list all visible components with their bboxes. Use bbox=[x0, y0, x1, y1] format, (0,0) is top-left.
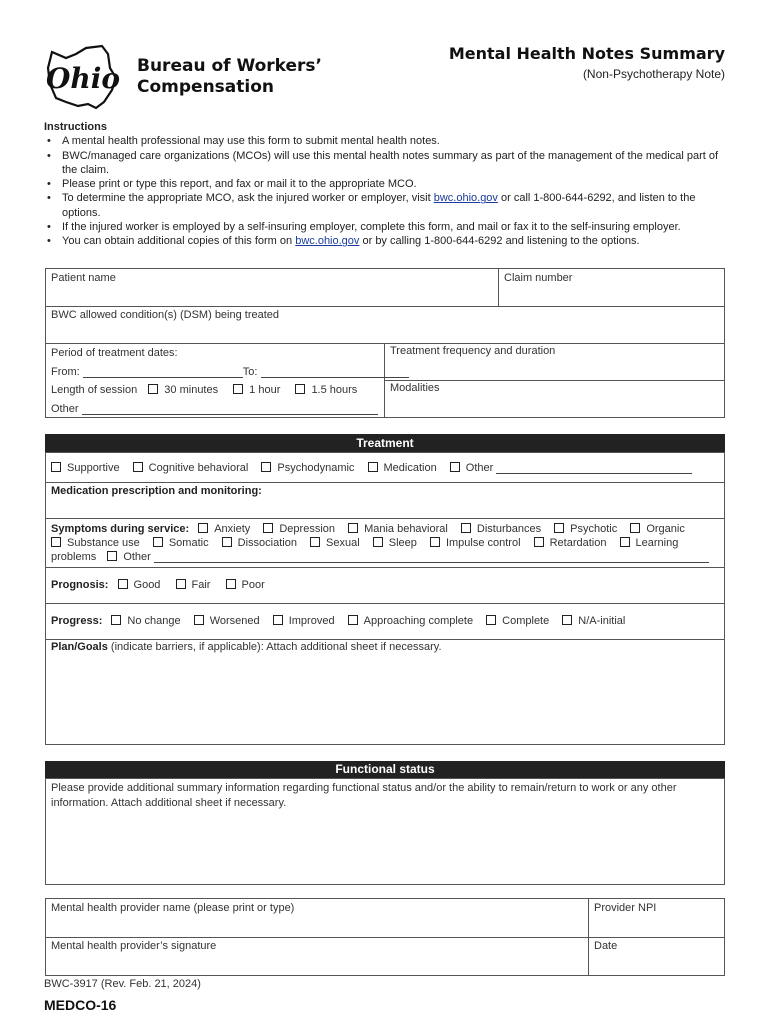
treatment-period-label: Period of treatment dates: bbox=[51, 347, 178, 359]
from-date-input[interactable] bbox=[83, 377, 243, 378]
checkbox-psychotic[interactable] bbox=[554, 523, 564, 533]
checkbox-anxiety[interactable] bbox=[198, 523, 208, 533]
checkbox-medication[interactable] bbox=[368, 462, 378, 472]
symptoms-row-3: problems Other bbox=[51, 551, 709, 563]
checkbox-30-minutes[interactable] bbox=[148, 384, 158, 394]
ohio-logo bbox=[42, 44, 132, 110]
checkbox-other[interactable] bbox=[450, 462, 460, 472]
treatment-type-row: Supportive Cognitive behavioral Psychodynamic Medication Other bbox=[51, 462, 692, 474]
checkbox-worsened[interactable] bbox=[194, 615, 204, 625]
checkbox-1-hour[interactable] bbox=[233, 384, 243, 394]
provider-signature-field[interactable]: Mental health provider’s signature bbox=[51, 940, 217, 952]
checkbox-approaching-complete[interactable] bbox=[348, 615, 358, 625]
checkbox-dissociation[interactable] bbox=[222, 537, 232, 547]
instructions bbox=[44, 120, 724, 249]
checkbox-mania[interactable] bbox=[348, 523, 358, 533]
checkbox-sleep[interactable] bbox=[373, 537, 383, 547]
instruction-item: • To determine the appropriate MCO, ask the injured worker or employer, visit bwc.ohio.gov or call 1-800-644-6292, and listen to the options. bbox=[44, 191, 724, 220]
date-field[interactable]: Date bbox=[594, 940, 618, 952]
instruction-item: • Please print or type this report, and fax or mail it to the appropriate MCO. bbox=[44, 177, 724, 191]
checkbox-sexual[interactable] bbox=[310, 537, 320, 547]
functional-status-text: Please provide additional summary information regarding functional status and/or the ability to remain/return to work or any other information. Attach additional sheet if necessary. bbox=[51, 782, 677, 809]
provider-npi-field[interactable]: Provider NPI bbox=[594, 902, 657, 914]
plan-goals-field[interactable]: Plan/Goals (indicate barriers, if applicable): Attach additional sheet if necessary. bbox=[51, 641, 442, 653]
checkbox-no-change[interactable] bbox=[111, 615, 121, 625]
instruction-item: • A mental health professional may use this form to submit mental health notes. bbox=[44, 134, 724, 148]
checkbox-1-5-hours[interactable] bbox=[295, 384, 305, 394]
checkbox-symptom-other[interactable] bbox=[107, 551, 117, 561]
session-other-row: Other bbox=[51, 403, 378, 415]
form-code: MEDCO-16 bbox=[44, 997, 117, 1013]
checkbox-complete[interactable] bbox=[486, 615, 496, 625]
allowed-conditions-field[interactable]: BWC allowed condition(s) (DSM) being treated bbox=[51, 309, 280, 321]
instructions-heading: Instructions bbox=[44, 121, 107, 133]
to-date-input[interactable] bbox=[261, 377, 409, 378]
instruction-item: • You can obtain additional copies of this form on bwc.ohio.gov or by calling 1-800-644-6292 and listening to the options. bbox=[44, 234, 724, 248]
svg-text:Ohio: Ohio bbox=[46, 62, 121, 95]
checkbox-fair[interactable] bbox=[176, 579, 186, 589]
checkbox-na-initial[interactable] bbox=[562, 615, 572, 625]
checkbox-depression[interactable] bbox=[263, 523, 273, 533]
checkbox-disturbances[interactable] bbox=[461, 523, 471, 533]
checkbox-psychodynamic[interactable] bbox=[261, 462, 271, 472]
checkbox-cognitive[interactable] bbox=[133, 462, 143, 472]
bwc-link[interactable]: bwc.ohio.gov bbox=[433, 192, 498, 205]
medication-field[interactable]: Medication prescription and monitoring: bbox=[51, 485, 262, 497]
checkbox-substance-use[interactable] bbox=[51, 537, 61, 547]
symptom-other-input[interactable] bbox=[154, 562, 709, 563]
treatment-header: Treatment bbox=[45, 434, 725, 452]
checkbox-poor[interactable] bbox=[226, 579, 236, 589]
claim-number-field[interactable]: Claim number bbox=[504, 272, 573, 284]
form-id: BWC-3917 (Rev. Feb. 21, 2024) bbox=[44, 978, 201, 990]
checkbox-improved[interactable] bbox=[273, 615, 283, 625]
session-other-input[interactable] bbox=[82, 414, 378, 415]
functional-status-header: Functional status bbox=[45, 761, 725, 778]
checkbox-learning[interactable] bbox=[620, 537, 630, 547]
provider-name-field[interactable]: Mental health provider name (please print or type) bbox=[51, 902, 295, 914]
modalities-field[interactable]: Modalities bbox=[390, 382, 440, 394]
checkbox-supportive[interactable] bbox=[51, 462, 61, 472]
checkbox-somatic[interactable] bbox=[153, 537, 163, 547]
symptoms-row-1: Symptoms during service: Anxiety Depression Mania behavioral Disturbances Psychotic Organic bbox=[51, 523, 685, 535]
instruction-item: • BWC/managed care organizations (MCOs) will use this mental health notes summary as part of the management of the medical part of the claim. bbox=[44, 149, 724, 178]
patient-name-field[interactable]: Patient name bbox=[51, 272, 116, 284]
bwc-link[interactable]: bwc.ohio.gov bbox=[295, 235, 360, 248]
form-subtitle: (Non-Psychotherapy Note) bbox=[582, 67, 725, 81]
checkbox-impulse-control[interactable] bbox=[430, 537, 440, 547]
treatment-dates-row: From: To: bbox=[51, 366, 409, 378]
instruction-item: • If the injured worker is employed by a self-insuring employer, complete this form, and mail or fax it to the self-insuring employer. bbox=[44, 220, 724, 234]
prognosis-row: Prognosis: Good Fair Poor bbox=[51, 579, 265, 591]
checkbox-good[interactable] bbox=[118, 579, 128, 589]
progress-row: Progress: No change Worsened Improved Approaching complete Complete N/A-initial bbox=[51, 615, 626, 627]
form-title: Mental Health Notes Summary bbox=[448, 44, 725, 63]
session-length-row: Length of session 30 minutes 1 hour 1.5 hours bbox=[51, 384, 358, 396]
checkbox-retardation[interactable] bbox=[534, 537, 544, 547]
treatment-other-input[interactable] bbox=[496, 473, 692, 474]
frequency-field[interactable]: Treatment frequency and duration bbox=[390, 345, 556, 357]
organization-name: Bureau of Workers’ Compensation bbox=[137, 56, 323, 97]
symptoms-row-2: Substance use Somatic Dissociation Sexual Sleep Impulse control Retardation Learning bbox=[51, 537, 678, 549]
checkbox-organic[interactable] bbox=[630, 523, 640, 533]
